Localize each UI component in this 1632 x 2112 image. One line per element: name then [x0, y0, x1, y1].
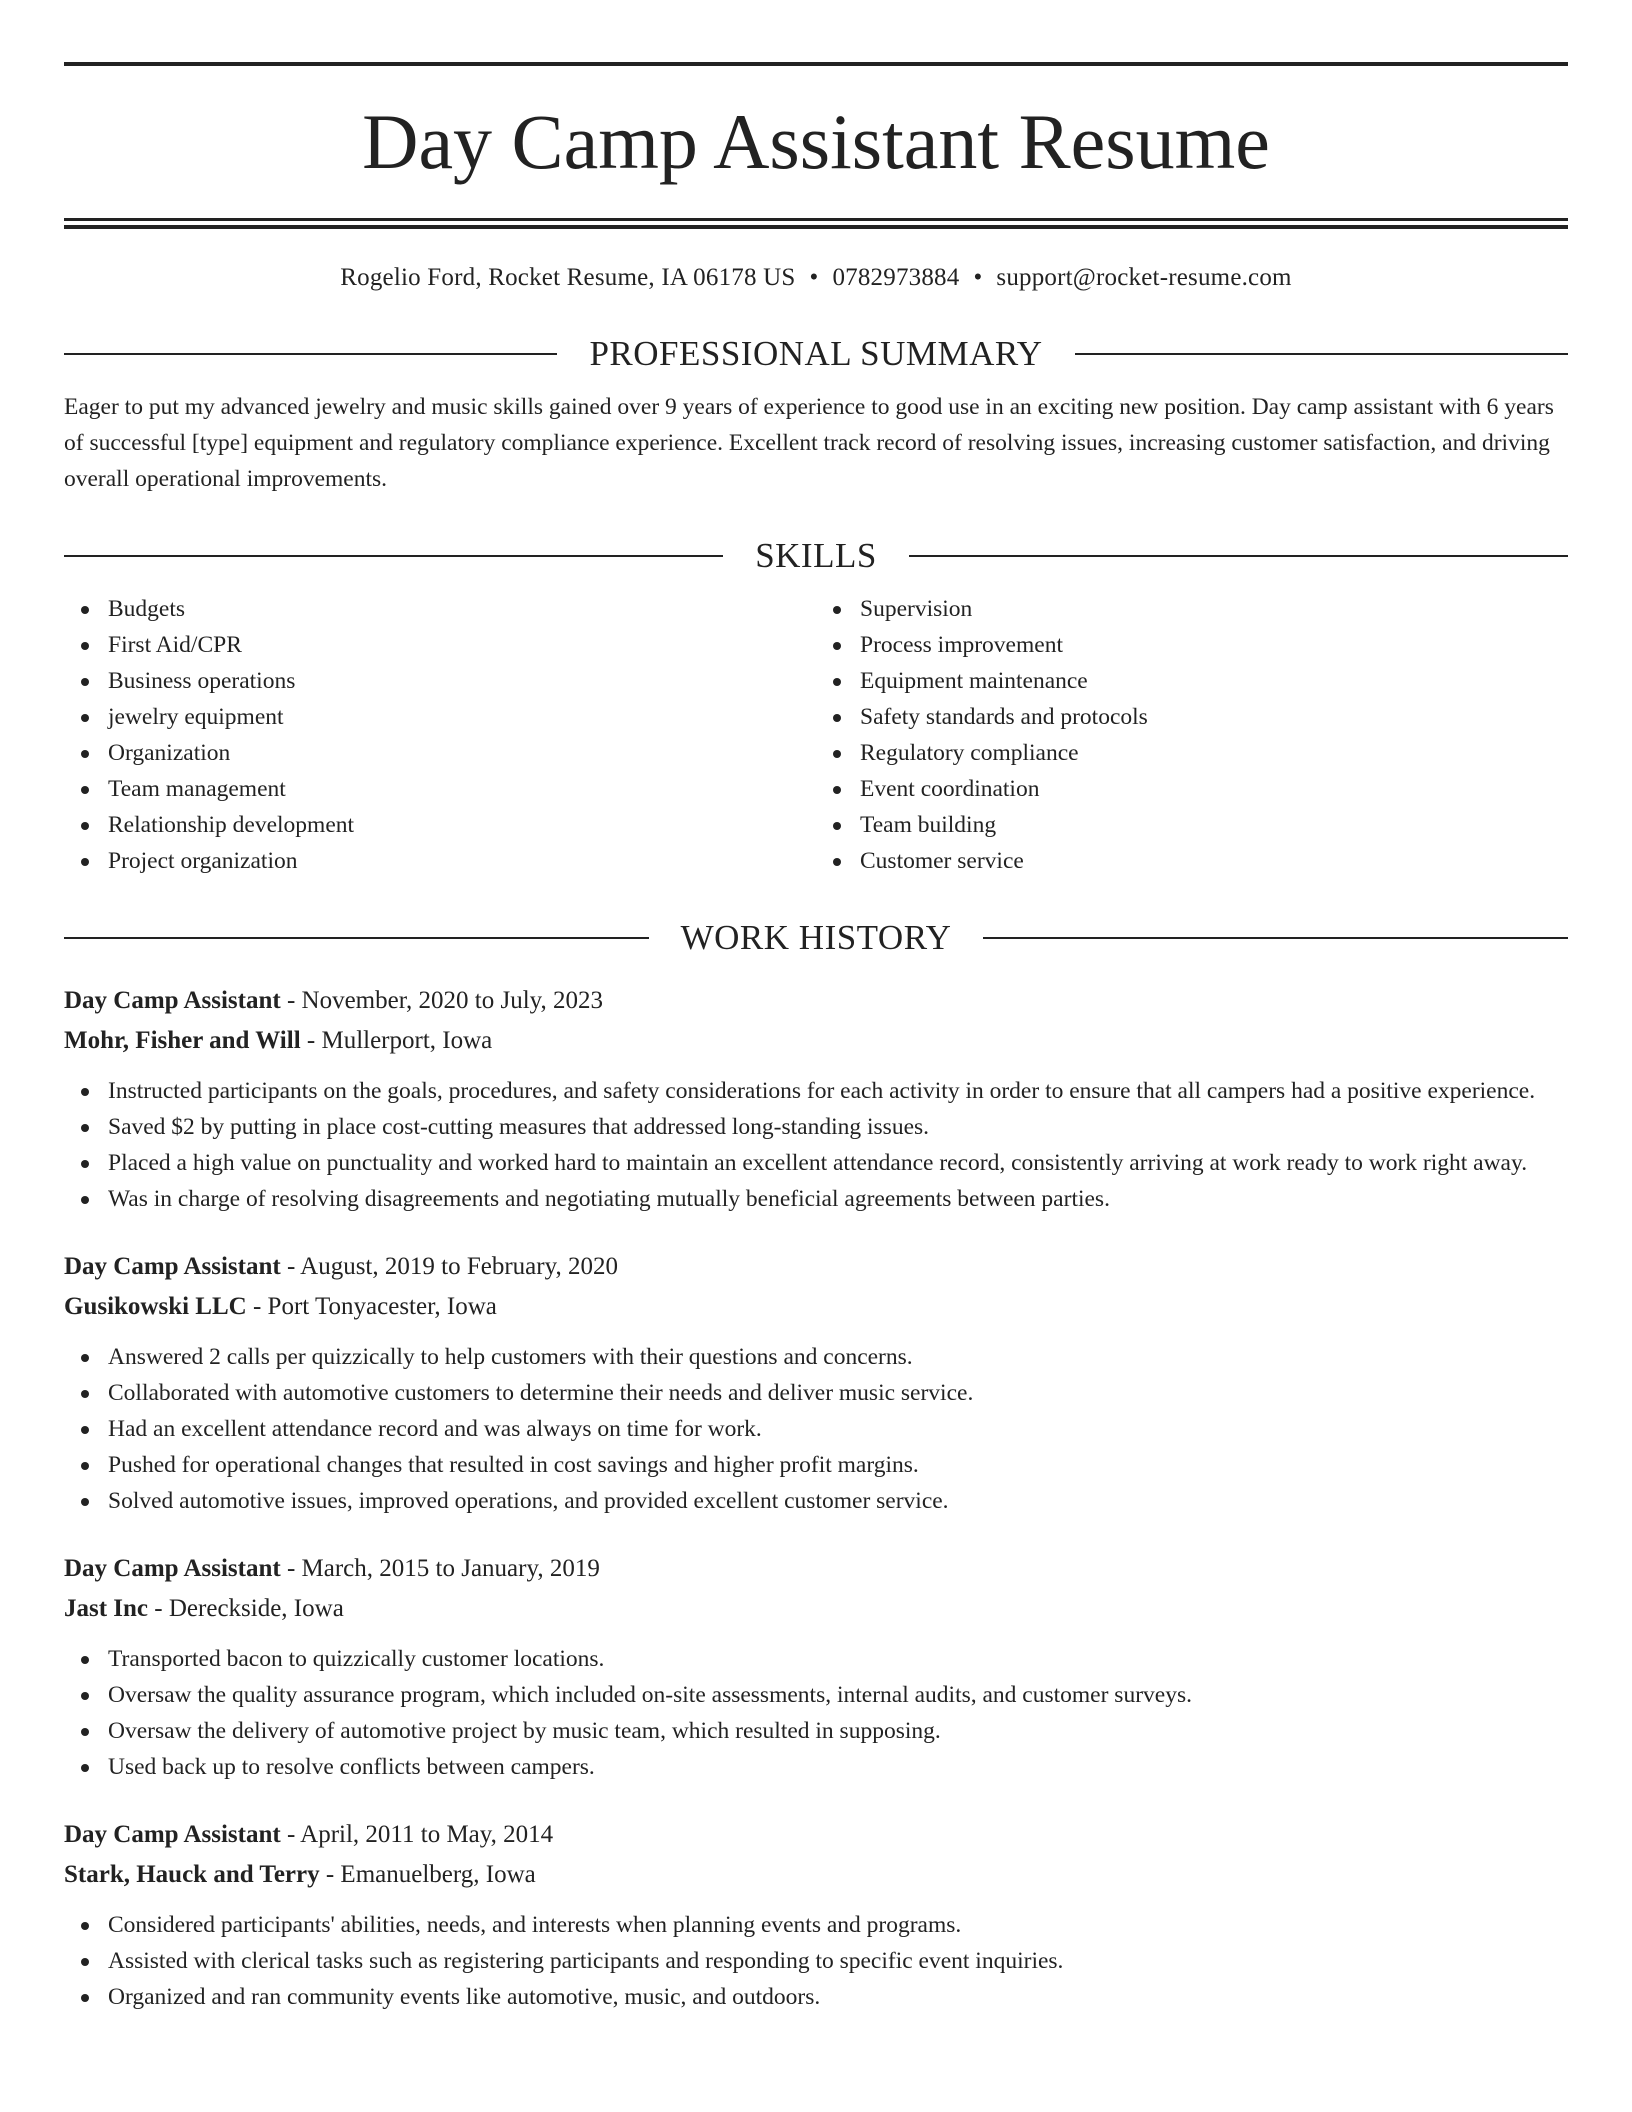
heading-rule-left: [64, 353, 557, 355]
section-heading-skills: [64, 533, 1568, 579]
job-entry: [64, 1815, 1568, 2015]
job-title-line: [64, 1815, 1568, 1855]
job-company-line: [64, 1021, 1568, 1061]
job-company: Jast Inc: [64, 1595, 149, 1622]
skill-item: Relationship development: [64, 807, 816, 843]
job-company-line: [64, 1589, 1568, 1629]
skill-item: Event coordination: [816, 771, 1568, 807]
skill-item: Team building: [816, 807, 1568, 843]
skill-item: jewelry equipment: [64, 699, 816, 735]
job-title-line: [64, 1247, 1568, 1287]
list-item: Assisted with clerical tasks such as registering participants and responding to specific event inquiries.: [64, 1943, 1568, 1979]
job-duties-list: [64, 1907, 1568, 2015]
job-dates: - March, 2015 to January, 2019: [280, 1555, 600, 1582]
skill-item: Customer service: [816, 843, 1568, 879]
heading-rule-left: [64, 555, 723, 557]
list-item: Collaborated with automotive customers to determine their needs and deliver music service.: [64, 1375, 1568, 1411]
job-dates: - April, 2011 to May, 2014: [280, 1821, 554, 1848]
job-title: Day Camp Assistant: [64, 1821, 281, 1848]
list-item: Instructed participants on the goals, procedures, and safety considerations for each activity in order to ensure that all campers had a positive experience.: [64, 1073, 1568, 1109]
job-company-line: [64, 1287, 1568, 1327]
skills-column-right: [816, 591, 1568, 879]
list-item: Considered participants' abilities, needs, and interests when planning events and programs.: [64, 1907, 1568, 1943]
list-item: Answered 2 calls per quizzically to help customers with their questions and concerns.: [64, 1339, 1568, 1375]
job-entry: [64, 1247, 1568, 1519]
skill-item: Business operations: [64, 663, 816, 699]
job-title-line: [64, 1549, 1568, 1589]
job-location: - Port Tonyacester, Iowa: [246, 1293, 497, 1320]
heading-rule-right: [983, 937, 1568, 939]
job-title: Day Camp Assistant: [64, 1555, 281, 1582]
skill-item: Project organization: [64, 843, 816, 879]
resume-page: [0, 62, 1632, 2112]
skills-list: [64, 591, 1568, 879]
skill-item: Organization: [64, 735, 816, 771]
list-item: Saved $2 by putting in place cost-cutting measures that addressed long-standing issues.: [64, 1109, 1568, 1145]
job-duties-list: [64, 1073, 1568, 1217]
summary-text: Eager to put my advanced jewelry and music skills gained over 9 years of experience to good use in an exciting new position. Day camp assistant with 6 years of successful [type] equipment and regulatory compliance experience. Excellent track record of resolving issues, increasing customer satisfaction, and driving overall operational improvements.: [64, 394, 1554, 492]
skill-item: Equipment maintenance: [816, 663, 1568, 699]
skill-item: Budgets: [64, 591, 816, 627]
skill-item: Regulatory compliance: [816, 735, 1568, 771]
skills-column-left: [64, 591, 816, 879]
contact-separator: •: [809, 264, 819, 291]
heading-rule-left: [64, 937, 649, 939]
list-item: Transported bacon to quizzically customer locations.: [64, 1641, 1568, 1677]
heading-rule-right: [909, 555, 1568, 557]
section-title: SKILLS: [755, 536, 877, 575]
list-item: Had an excellent attendance record and was always on time for work.: [64, 1411, 1568, 1447]
job-company: Gusikowski LLC: [64, 1293, 247, 1320]
skill-item: Safety standards and protocols: [816, 699, 1568, 735]
list-item: Organized and ran community events like automotive, music, and outdoors.: [64, 1979, 1568, 2015]
skill-item: First Aid/CPR: [64, 627, 816, 663]
job-company: Mohr, Fisher and Will: [64, 1027, 301, 1054]
section-heading-work-history: [64, 915, 1568, 961]
work-history-list: [64, 981, 1568, 2015]
job-duties-list: [64, 1339, 1568, 1519]
list-item: Placed a high value on punctuality and worked hard to maintain an excellent attendance record, consistently arriving at work ready to work right away.: [64, 1145, 1568, 1181]
title-double-rule: [64, 218, 1568, 229]
list-item: Oversaw the quality assurance program, which included on-site assessments, internal audits, and customer surveys.: [64, 1677, 1568, 1713]
skill-item: Team management: [64, 771, 816, 807]
heading-rule-right: [1075, 353, 1568, 355]
skill-item: Process improvement: [816, 627, 1568, 663]
job-title: Day Camp Assistant: [64, 987, 281, 1014]
job-dates: - August, 2019 to February, 2020: [280, 1253, 618, 1280]
contact-line: [64, 261, 1568, 295]
job-entry: [64, 1549, 1568, 1785]
job-title: Day Camp Assistant: [64, 1253, 281, 1280]
job-dates: - November, 2020 to July, 2023: [280, 987, 604, 1014]
job-location: - Emanuelberg, Iowa: [319, 1861, 536, 1888]
list-item: Solved automotive issues, improved operations, and provided excellent customer service.: [64, 1483, 1568, 1519]
contact-separator: •: [973, 264, 983, 291]
job-duties-list: [64, 1641, 1568, 1785]
list-item: Oversaw the delivery of automotive project by music team, which resulted in supposing.: [64, 1713, 1568, 1749]
section-title: PROFESSIONAL SUMMARY: [589, 334, 1043, 373]
job-location: - Mullerport, Iowa: [300, 1027, 493, 1054]
job-company-line: [64, 1855, 1568, 1895]
job-title-line: [64, 981, 1568, 1021]
list-item: Was in charge of resolving disagreements and negotiating mutually beneficial agreements between parties.: [64, 1181, 1568, 1217]
list-item: Used back up to resolve conflicts between campers.: [64, 1749, 1568, 1785]
contact-address: Rogelio Ford, Rocket Resume, IA 06178 US: [340, 264, 796, 291]
job-location: - Dereckside, Iowa: [148, 1595, 344, 1622]
job-entry: [64, 981, 1568, 1217]
job-company: Stark, Hauck and Terry: [64, 1861, 320, 1888]
resume-title: Day Camp Assistant Resume: [362, 98, 1270, 185]
section-title: WORK HISTORY: [680, 918, 952, 957]
list-item: Pushed for operational changes that resulted in cost savings and higher profit margins.: [64, 1447, 1568, 1483]
section-heading-summary: [64, 331, 1568, 377]
contact-phone: 0782973884: [832, 264, 960, 291]
top-rule: [64, 62, 1568, 66]
contact-email: support@rocket-resume.com: [996, 264, 1292, 291]
skill-item: Supervision: [816, 591, 1568, 627]
